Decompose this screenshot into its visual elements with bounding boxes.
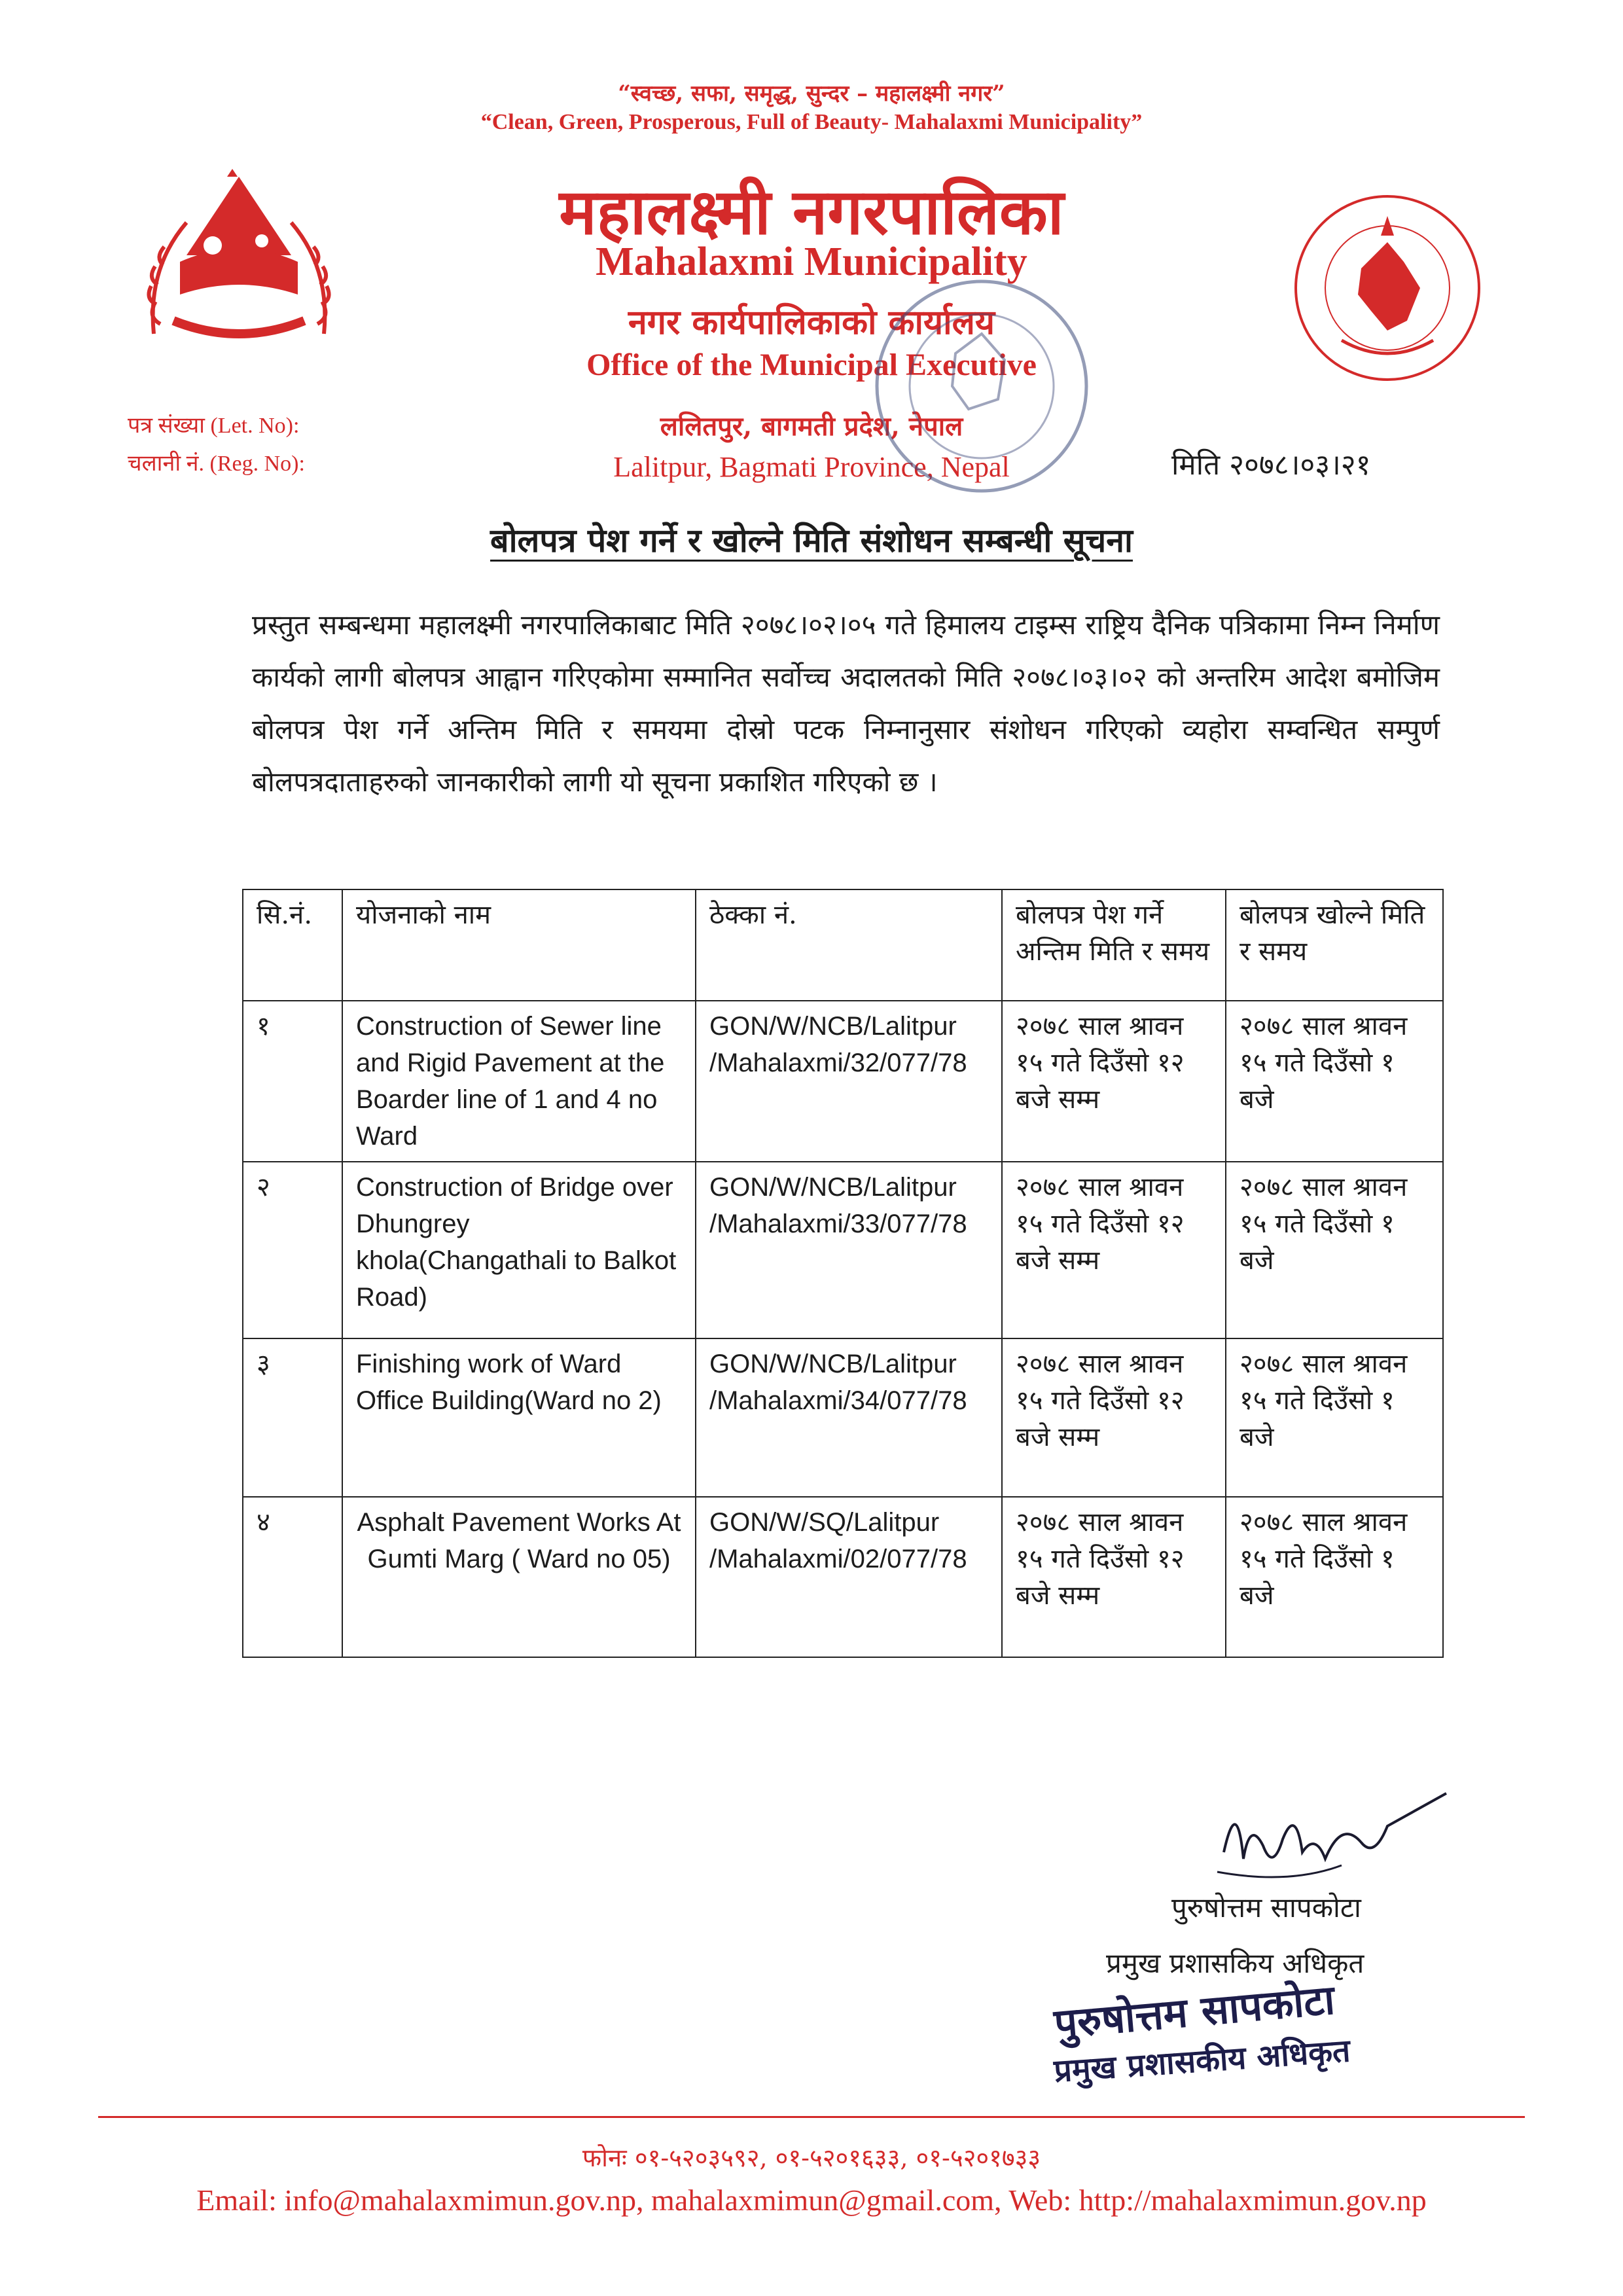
submission-deadline-cell: २०७८ साल श्रावन १५ गते दिउँसो १२ बजे सम्म	[1002, 1497, 1226, 1657]
submission-deadline-cell: २०७८ साल श्रावन १५ गते दिउँसो १२ बजे सम्म	[1002, 1162, 1226, 1338]
signatory-name: पुरुषोत्तम सापकोटा	[1171, 1892, 1361, 1924]
serial-cell: १	[243, 1001, 342, 1162]
column-header-project-name: योजनाको नाम	[342, 889, 696, 1001]
office-seal-stamp-icon	[870, 275, 1093, 497]
municipality-logo-icon	[1289, 190, 1486, 386]
address-nepali: ललितपुर, बागमती प्रदेश, नेपाल	[660, 411, 963, 442]
notice-subject-text: बोलपत्र पेश गर्ने र खोल्ने मिति संशोधन सम्बन्धी सूचना	[490, 521, 1133, 560]
project-name-cell: Asphalt Pavement Works At Gumti Marg ( Ward no 05)	[342, 1497, 696, 1657]
notice-subject	[0, 517, 1623, 562]
office-name-nepali: नगर कार्यपालिकाको कार्यालय	[628, 303, 995, 342]
municipality-title-nepali: महालक्ष्मी नगरपालिका	[559, 175, 1064, 249]
opening-date-cell: २०७८ साल श्रावन १५ गते दिउँसो १ बजे	[1226, 1338, 1443, 1497]
serial-cell: ४	[243, 1497, 342, 1657]
contract-no-cell: GON/W/NCB/Lalitpur /Mahalaxmi/33/077/78	[696, 1162, 1002, 1338]
column-header-opening-date: बोलपत्र खोल्ने मिति र समय	[1226, 889, 1443, 1001]
handwritten-signature-icon	[1211, 1780, 1459, 1898]
opening-date-cell: २०७८ साल श्रावन १५ गते दिउँसो १ बजे	[1226, 1162, 1443, 1338]
nepal-government-emblem-icon	[134, 157, 344, 353]
contract-no-cell: GON/W/SQ/Lalitpur /Mahalaxmi/02/077/78	[696, 1497, 1002, 1657]
opening-date-cell: २०७८ साल श्रावन १५ गते दिउँसो १ बजे	[1226, 1001, 1443, 1162]
project-name-cell: Construction of Sewer line and Rigid Pavement at the Boarder line of 1 and 4 no Ward	[342, 1001, 696, 1162]
table-row	[243, 1001, 1443, 1162]
table-row	[243, 1497, 1443, 1657]
office-name-english: Office of the Municipal Executive	[586, 348, 1037, 382]
opening-date-cell: २०७८ साल श्रावन १५ गते दिउँसो १ बजे	[1226, 1497, 1443, 1657]
contract-no-cell: GON/W/NCB/Lalitpur /Mahalaxmi/34/077/78	[696, 1338, 1002, 1497]
submission-deadline-cell: २०७८ साल श्रावन १५ गते दिउँसो १२ बजे सम्म	[1002, 1001, 1226, 1162]
notice-body: प्रस्तुत सम्बन्धमा महालक्ष्मी नगरपालिकाबाट मिति २०७८।०२।०५ गते हिमालय टाइम्स राष्ट्रिय दैनिक पत्रिकामा निम्न निर्माण कार्यको लागी बोलपत्र आह्वान गरिएकोमा सम्मानित सर्वोच्च अदालतको मिति २०७८।०३।०२ को अन्तरिम आदेश बमोजिम बोलपत्र पेश गर्ने अन्तिम मिति र समयमा दोस्रो पटक निम्नानुसार संशोधन गरिएको व्यहोरा सम्वन्धित सम्पुर्ण बोलपत्रदाताहरुको जानकारीको लागी यो सूचना प्रकाशित गरिएको छ ।	[252, 609, 1440, 798]
slogan-nepali: “स्वच्छ, सफा, समृद्ध, सुन्दर – महालक्ष्मी नगर”	[618, 81, 1005, 107]
tender-table	[242, 889, 1444, 1658]
submission-deadline-cell: २०७८ साल श्रावन १५ गते दिउँसो १२ बजे सम्म	[1002, 1338, 1226, 1497]
table-row	[243, 1338, 1443, 1497]
signatory-title: प्रमुख प्रशासकिय अधिकृत	[1106, 1947, 1364, 1979]
table-header-row	[243, 889, 1443, 1001]
address-english: Lalitpur, Bagmati Province, Nepal	[613, 451, 1010, 483]
contract-no-cell: GON/W/NCB/Lalitpur /Mahalaxmi/32/077/78	[696, 1001, 1002, 1162]
footer-contact: Email: info@mahalaxmimun.gov.np, mahalaxmimun@gmail.com, Web: http://mahalaxmimun.gov.np	[196, 2183, 1427, 2217]
column-header-contract-no: ठेक्का नं.	[696, 889, 1002, 1001]
registration-number-label: चलानी नं. (Reg. No):	[128, 452, 305, 476]
column-header-submission-deadline: बोलपत्र पेश गर्ने अन्तिम मिति र समय	[1002, 889, 1226, 1001]
name-stamp: पुरुषोत्तम सापकोटा	[1052, 1975, 1337, 2048]
slogan-english: “Clean, Green, Prosperous, Full of Beauty- Mahalaxmi Municipality”	[480, 110, 1143, 134]
footer-divider	[98, 2116, 1525, 2118]
serial-cell: २	[243, 1162, 342, 1338]
letter-number-label: पत्र संख्या (Let. No):	[128, 414, 300, 438]
notice-date: मिति २०७८।०३।२१	[1171, 448, 1371, 482]
title-stamp: प्रमुख प्रशासकीय अधिकृत	[1052, 2032, 1352, 2090]
footer-phone: फोनः ०१-५२०३५९२, ०१-५२०१६३३, ०१-५२०१७३३	[582, 2144, 1041, 2172]
serial-cell: ३	[243, 1338, 342, 1497]
column-header-serial: सि.नं.	[243, 889, 342, 1001]
project-name-cell: Construction of Bridge over Dhungrey khola(Changathali to Balkot Road)	[342, 1162, 696, 1338]
municipality-title-english: Mahalaxmi Municipality	[596, 240, 1027, 284]
project-name-cell: Finishing work of Ward Office Building(Ward no 2)	[342, 1338, 696, 1497]
table-row	[243, 1162, 1443, 1338]
